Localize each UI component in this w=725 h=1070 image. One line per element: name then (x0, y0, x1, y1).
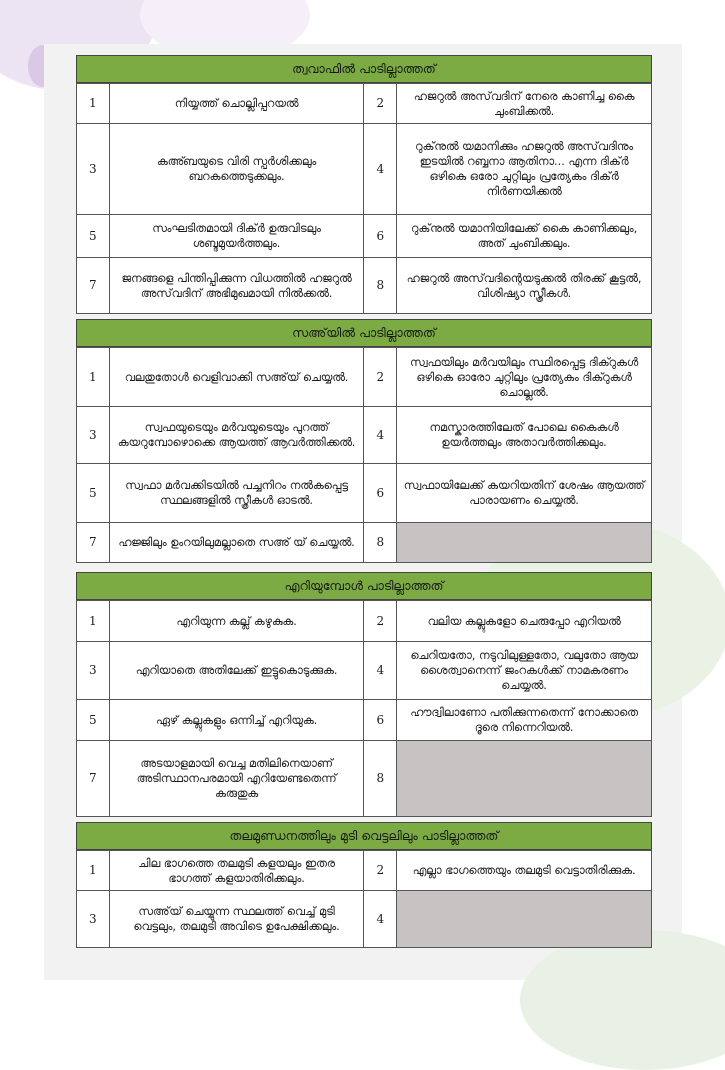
table-row (77, 741, 652, 817)
row-number: 6 (364, 700, 397, 741)
table-row (77, 891, 652, 948)
row-number: 8 (364, 523, 397, 563)
table-row (77, 124, 652, 215)
row-number: 2 (364, 348, 397, 407)
section-hair-cutting (76, 822, 652, 948)
rule-text: ജനങ്ങളെ പിന്തിപ്പിക്കുന്ന വിധത്തിൽ ഹജറുൽ അസ്‌വദിന് അഭിമുഖമായി നിൽക്കൽ. (109, 258, 364, 314)
row-number: 7 (77, 741, 110, 817)
section-sai (76, 319, 652, 563)
row-number: 1 (77, 348, 110, 407)
row-number: 3 (77, 642, 110, 700)
row-number: 5 (77, 464, 110, 523)
row-number: 7 (77, 258, 110, 314)
row-number: 3 (77, 891, 110, 948)
rule-text: സ്വഫയുടെയും മർവയുടെയും പുറത്ത് കയറുമ്പോഴൊക്കെ ആയത്ത് ആവർത്തിക്കൽ. (109, 407, 364, 464)
row-number: 4 (364, 124, 397, 215)
rules-table (76, 347, 652, 563)
table-row (77, 642, 652, 700)
rule-text: വലിയ കല്ലുകളോ ചെരുപ്പോ എറിയൽ (397, 601, 652, 642)
row-number: 6 (364, 215, 397, 258)
empty-cell (397, 523, 652, 563)
rules-table (76, 600, 652, 817)
section-title: സഅ്‌യിൽ പാടില്ലാത്തത് (76, 319, 652, 347)
table-row (77, 700, 652, 741)
rule-text: വലതുതോൾ വെളിവാക്കി സഅ്‌യ് ചെയ്യൽ. (109, 348, 364, 407)
rule-text: റുക്‌നുൽ യമാനിയിലേക്ക് കൈ കാണിക്കലും, അത് ചുംബിക്കലും. (397, 215, 652, 258)
row-number: 3 (77, 407, 110, 464)
empty-cell (397, 891, 652, 948)
rule-text: നമസ്കാരത്തിലേത് പോലെ കൈകൾ ഉയർത്തലും അതാവർത്തിക്കലും. (397, 407, 652, 464)
section-stoning (76, 572, 652, 817)
rules-table (76, 850, 652, 948)
row-number: 4 (364, 407, 397, 464)
section-title: തലമുണ്ഡനത്തിലും മുടി വെട്ടലിലും പാടില്ലാത്തത് (76, 822, 652, 850)
rule-text: എല്ലാ ഭാഗത്തെയും തലമുടി വെട്ടാതിരിക്കുക. (397, 851, 652, 891)
row-number: 5 (77, 215, 110, 258)
rule-text: ഹജറുൽ അസ്‌വദിന് നേരെ കാണിച്ച കൈ ചുംബിക്കൽ. (397, 84, 652, 124)
rule-text: ഹജറുൽ അസ്‌വദിന്റെയടുക്കൽ തിരക്ക് കൂട്ടൽ, വിശിഷ്യാ സ്ത്രീകൾ. (397, 258, 652, 314)
row-number: 3 (77, 124, 110, 215)
table-row (77, 258, 652, 314)
table-row (77, 851, 652, 891)
row-number: 4 (364, 642, 397, 700)
section-title: ത്വവാഫിൽ പാടില്ലാത്തത് (76, 55, 652, 83)
rule-text: റുക്‌നുൽ യമാനിക്കും ഹജറുൽ അസ്‌വദിനും ഇടയിൽ റബ്ബനാ ആതിനാ... എന്ന ദിക്ർ ഒഴികെ ഒരോ ചുറ്റിലും പ്രത്യേകം ദിക്ർ നിർണയിക്കൽ (397, 124, 652, 215)
row-number: 1 (77, 851, 110, 891)
rule-text: നിയ്യത്ത് ചൊല്ലിപ്പറയൽ (109, 84, 364, 124)
row-number: 2 (364, 601, 397, 642)
rule-text: ചില ഭാഗത്തെ തലമുടി കളയലും ഇതര ഭാഗത്ത് കളയാതിരിക്കലും. (109, 851, 364, 891)
rule-text: അടയാളമായി വെച്ച മതിലിനെയാണ് അടിസ്ഥാനപരമായി എറിയേണ്ടതെന്ന് കരുതുക (109, 741, 364, 817)
row-number: 8 (364, 258, 397, 314)
row-number: 4 (364, 891, 397, 948)
rules-table (76, 83, 652, 314)
rule-text: ചെറിയതോ, നടുവിലുള്ളതോ, വലുതോ ആയ ശൈത്വാനെന്ന് ജംറകൾക്ക് നാമകരണം ചെയ്യൽ. (397, 642, 652, 700)
table-row (77, 215, 652, 258)
row-number: 5 (77, 700, 110, 741)
rule-text: സ്വഫാ മർവക്കിടയിൽ പച്ചനിറം നൽകപ്പെട്ട സ്ഥലങ്ങളിൽ സ്ത്രീകൾ ഓടൽ. (109, 464, 364, 523)
row-number: 7 (77, 523, 110, 563)
rule-text: ഹൗദ്വിലാണോ പതിക്കുന്നതെന്ന് നോക്കാതെ ദൂരെ നിന്നെറിയൽ. (397, 700, 652, 741)
table-row (77, 523, 652, 563)
table-row (77, 601, 652, 642)
table-row (77, 407, 652, 464)
section-thawaf (76, 55, 652, 314)
table-row (77, 84, 652, 124)
rule-text: സ്വഫയിലും മർവയിലും സ്ഥിരപ്പെട്ട ദിക്റുകൾ ഒഴികെ ഓരോ ചുറ്റിലും പ്രത്യേകം ദിക്റുകൾ ചൊല്ലൽ. (397, 348, 652, 407)
rule-text: എറിയുന്ന കല്ല് കഴുകുക. (109, 601, 364, 642)
table-row (77, 348, 652, 407)
row-number: 6 (364, 464, 397, 523)
rule-text: എറിയാതെ അതിലേക്ക് ഇട്ടുകൊടുക്കുക. (109, 642, 364, 700)
section-title: എറിയുമ്പോൾ പാടില്ലാത്തത് (76, 572, 652, 600)
row-number: 1 (77, 601, 110, 642)
rule-text: സഅ്‌യ് ചെയ്യുന്ന സ്ഥലത്ത് വെച്ച് മുടി വെട്ടലും, തലമുടി അവിടെ ഉപേക്ഷിക്കലും. (109, 891, 364, 948)
row-number: 8 (364, 741, 397, 817)
rule-text: സംഘടിതമായി ദിക്ർ ഉരുവിടലും ശബ്ദമുയർത്തലും. (109, 215, 364, 258)
rule-text: കഅ്ബയുടെ വിരി സ്പർശിക്കലും ബറകത്തെടുക്കലും. (109, 124, 364, 215)
table-row (77, 464, 652, 523)
empty-cell (397, 741, 652, 817)
row-number: 1 (77, 84, 110, 124)
row-number: 2 (364, 851, 397, 891)
rule-text: ഏഴ് കല്ലുകളും ഒന്നിച്ച് എറിയുക. (109, 700, 364, 741)
row-number: 2 (364, 84, 397, 124)
rule-text: സ്വഫായിലേക്ക് കയറിയതിന് ശേഷം ആയത്ത് പാരായണം ചെയ്യൽ. (397, 464, 652, 523)
rule-text: ഹജ്ജിലും ഉംറയിലുമല്ലാതെ സഅ് യ് ചെയ്യൽ. (109, 523, 364, 563)
